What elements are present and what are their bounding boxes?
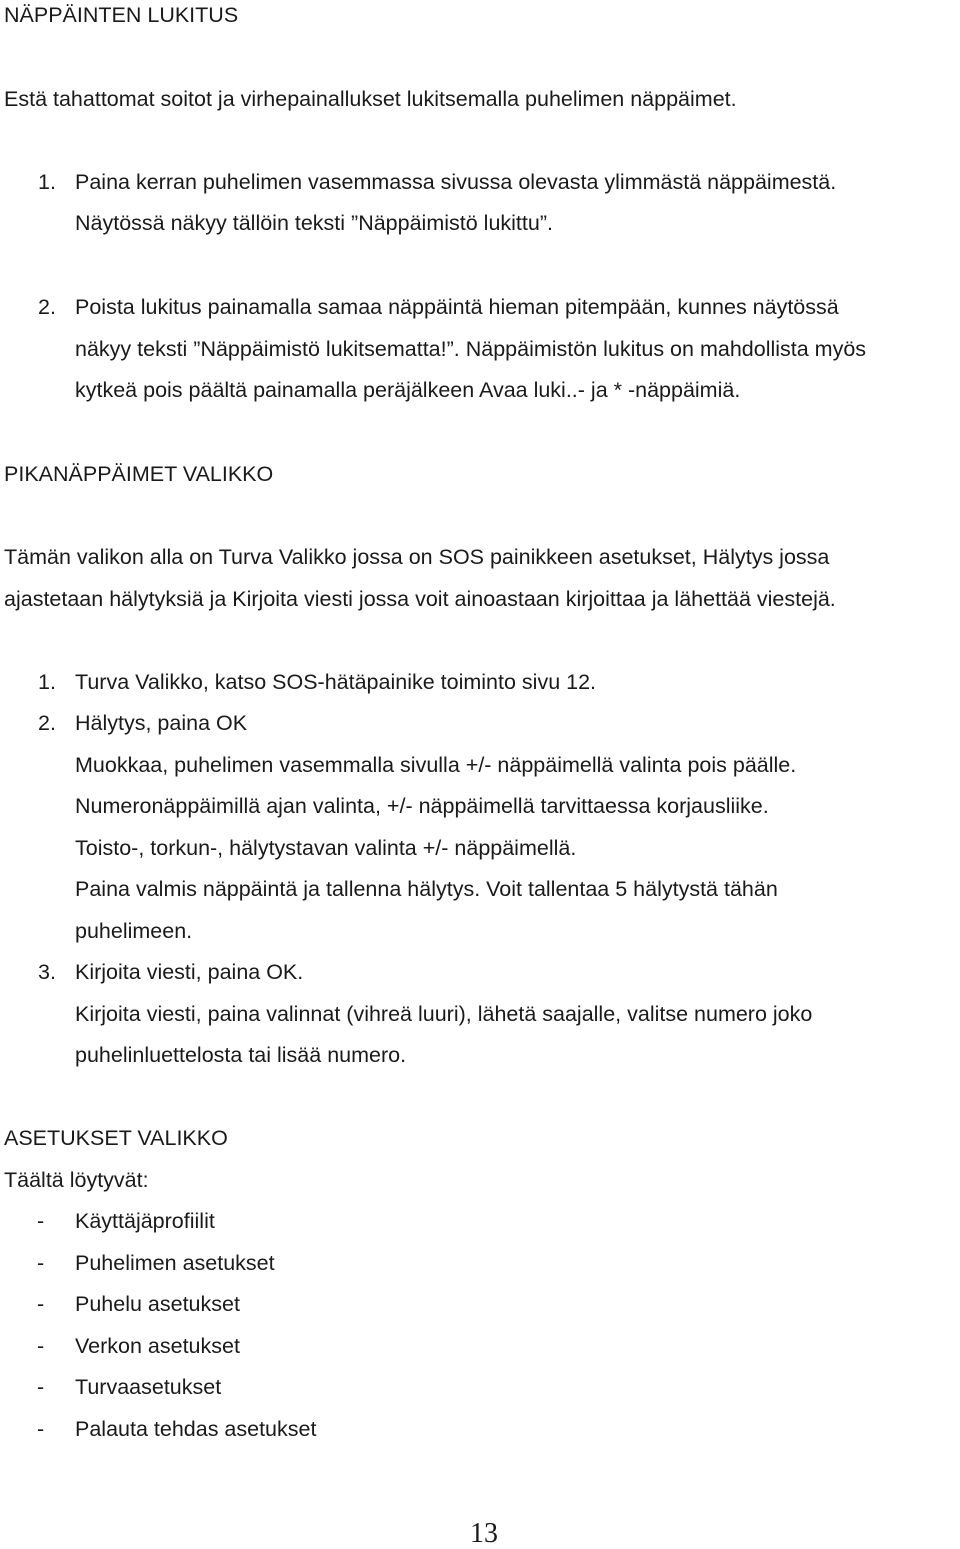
step-text: Näytössä näkyy tällöin teksti ”Näppäimistö lukittu”. [75,211,553,235]
item-number: 2. [38,711,56,735]
shortcuts-intro: ajastetaan hälytyksiä ja Kirjoita viesti jossa voit ainoastaan kirjoittaa ja lähettää viestejä. [4,587,836,611]
step-text: kytkeä pois päältä painamalla peräjälkeen Avaa luki..- ja * -näppäimiä. [75,378,741,402]
list-bullet: - [37,1251,45,1275]
step-text: näkyy teksti ”Näppäimistö lukitsematta!”. Näppäimistön lukitus on mahdollista myös [75,337,867,361]
list-bullet: - [37,1209,45,1233]
item-text: puhelinluettelosta tai lisää numero. [75,1043,407,1067]
item-text: Turva Valikko, katso SOS-hätäpainike toiminto sivu 12. [75,670,597,694]
list-bullet: - [37,1334,45,1358]
item-text: Kirjoita viesti, paina valinnat (vihreä luuri), lähetä saajalle, valitse numero joko [75,1002,813,1026]
item-number: 1. [38,670,56,694]
step-number: 1. [38,170,56,194]
keylock-intro: Estä tahattomat soitot ja virhepainallukset lukitsemalla puhelimen näppäimet. [4,87,737,111]
list-item-label: Käyttäjäprofiilit [75,1209,215,1233]
item-text: Numeronäppäimillä ajan valinta, +/- näppäimellä tarvittaessa korjausliike. [75,794,769,818]
shortcuts-intro: Tämän valikon alla on Turva Valikko jossa on SOS painikkeen asetukset, Hälytys jossa [4,545,830,569]
list-item-label: Puhelu asetukset [75,1292,240,1316]
list-bullet: - [37,1375,45,1399]
item-text: puhelimeen. [75,919,193,943]
item-text: Kirjoita viesti, paina OK. [75,960,304,984]
list-item-label: Turvaasetukset [75,1375,222,1399]
list-bullet: - [37,1292,45,1316]
item-text: Paina valmis näppäintä ja tallenna hälytys. Voit tallentaa 5 hälytystä tähän [75,877,778,901]
item-number: 3. [38,960,56,984]
item-text: Toisto-, torkun-, hälytystavan valinta +/- näppäimellä. [75,836,577,860]
step-text: Paina kerran puhelimen vasemmassa sivussa olevasta ylimmästä näppäimestä. [75,170,837,194]
list-item-label: Palauta tehdas asetukset [75,1417,317,1441]
settings-subheading: Täältä löytyvät: [4,1168,149,1192]
item-text: Muokkaa, puhelimen vasemmalla sivulla +/- näppäimellä valinta pois päälle. [75,753,797,777]
item-text: Hälytys, paina OK [75,711,248,735]
keylock-heading: NÄPPÄINTEN LUKITUS [4,3,239,27]
step-text: Poista lukitus painamalla samaa näppäintä hieman pitempään, kunnes näytössä [75,295,839,319]
settings-heading: ASETUKSET VALIKKO [4,1126,228,1150]
list-item-label: Puhelimen asetukset [75,1251,275,1275]
step-number: 2. [38,295,56,319]
page-number: 13 [470,1518,498,1549]
list-bullet: - [37,1417,45,1441]
list-item-label: Verkon asetukset [75,1334,240,1358]
shortcuts-heading: PIKANÄPPÄIMET VALIKKO [4,462,274,486]
